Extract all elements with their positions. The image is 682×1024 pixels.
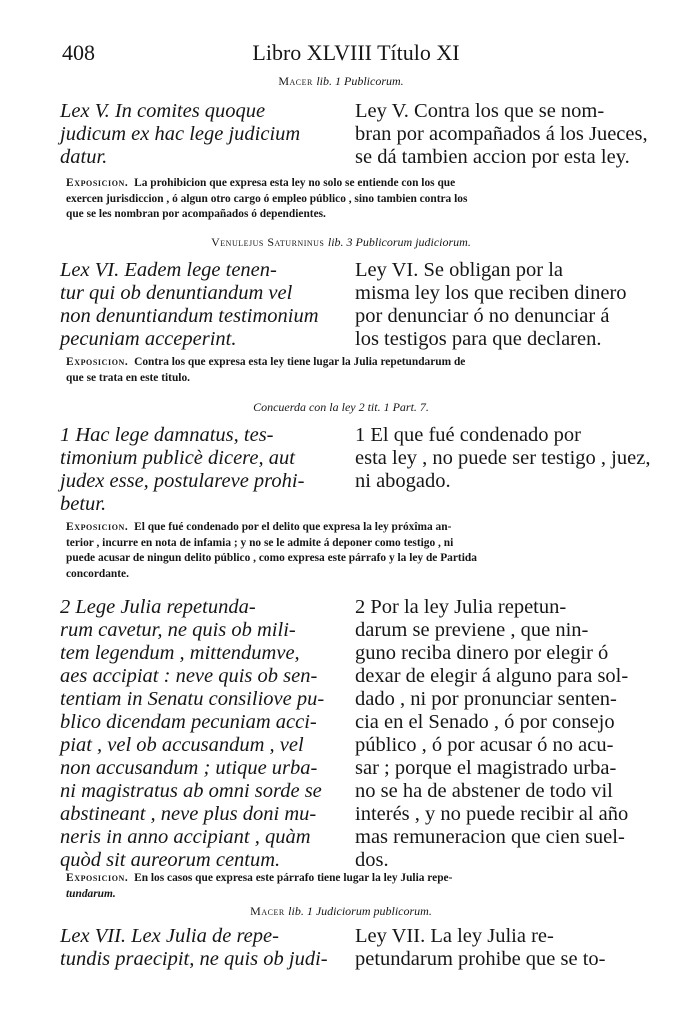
exposition-block (66, 176, 618, 223)
latin-column-lex7 (60, 925, 340, 971)
latin-line: tentiam in Senatu consiliove pu- (60, 688, 325, 710)
latin-line: 1 Hac lege damnatus, tes- (60, 424, 274, 446)
spanish-line: 2 Por la ley Julia repetun- (355, 596, 567, 618)
latin-line: neris in anno accipiant , quàm (60, 826, 311, 848)
exposition-line: Contra los que expresa esta ley tiene lugar la Julia repetundarum de (134, 356, 466, 368)
spanish-line: se dá tambien accion por esta ley. (355, 146, 630, 168)
exposition-label: Exposicion. (66, 521, 129, 533)
latin-line: tur qui ob denuntiandum vel (60, 282, 293, 304)
exposition-block (66, 871, 618, 902)
spanish-line: los testigos para que declaren. (355, 328, 602, 350)
spanish-column-lex7 (355, 925, 620, 971)
spanish-column-par2 (355, 596, 629, 872)
latin-line: rum cavetur, ne quis ob mili- (60, 619, 296, 641)
author-work: lib. 1 Judiciorum publicorum. (288, 904, 432, 918)
author-name: Venulejus Saturninus (211, 235, 325, 249)
exposition-line: puede acusar de ningun delito público , como expresa este párrafo y la ley de Partida (66, 552, 477, 564)
author-name: Macer (250, 904, 285, 918)
author-work: lib. 3 Publicorum judiciorum. (327, 235, 471, 249)
exposition-line: El que fué condenado por el delito que expresa la ley próxîma an- (134, 521, 452, 533)
spanish-line: petundarum prohibe que se to- (355, 948, 606, 970)
latin-line: Lex VII. Lex Julia de repe- (60, 925, 279, 947)
latin-line: datur. (60, 146, 108, 168)
spanish-line: misma ley los que reciben dinero (355, 282, 627, 304)
latin-line: non denuntiandum testimonium (60, 305, 319, 327)
latin-line: tem legendum , mittendumve, (60, 642, 300, 664)
latin-column-lex6 (60, 259, 340, 351)
exposition-line: que se les nombran por acompañados ó dependientes. (66, 208, 326, 220)
latin-line: abstineant , neve plus doni mu- (60, 803, 317, 825)
latin-line: non accusandum ; utique urba- (60, 757, 318, 779)
spanish-line: cia en el Senado , ó por consejo (355, 711, 615, 733)
latin-line: timonium publicè dicere, aut (60, 447, 295, 469)
exposition-line: tundarum. (66, 887, 116, 900)
exposition-line: terior , incurre en nota de infamia ; y no se le admite á deponer como testigo , ni (66, 536, 454, 549)
spanish-line: interés , y no puede recibir al año (355, 803, 629, 825)
spanish-line: darum se previene , que nin- (355, 619, 589, 641)
spanish-line: no se ha de abstener de todo vil (355, 780, 613, 802)
latin-line: betur. (60, 493, 107, 515)
spanish-line: bran por acompañados á los Jueces, (355, 123, 648, 145)
spanish-column-lex6 (355, 259, 627, 351)
exposition-label: Exposicion. (66, 356, 129, 368)
latin-line: Lex V. In comites quoque (60, 100, 266, 122)
spanish-line: 1 El que fué condenado por (355, 424, 581, 446)
author-heading (0, 904, 682, 919)
latin-line: Lex VI. Eadem lege tenen- (60, 259, 277, 281)
spanish-line: dado , ni por pronunciar senten- (355, 688, 617, 710)
latin-line: judicum ex hac lege judicium (60, 123, 301, 145)
spanish-line: guno reciba dinero por elegir ó (355, 642, 609, 664)
latin-line: quòd sit aureorum centum. (60, 849, 281, 871)
latin-line: blico dicendam pecuniam acci- (60, 711, 317, 733)
exposition-line: exercen jurisdiccion , ó algun otro cargo ó empleo público , sino tambien contra los (66, 192, 468, 205)
spanish-line: Ley V. Contra los que se nom- (355, 100, 605, 122)
exposition-line: concordante. (66, 567, 129, 580)
latin-line: judex esse, postulareve prohi- (60, 470, 305, 492)
concordance-note: Concuerda con la ley 2 tit. 1 Part. 7. (253, 400, 429, 414)
exposition-label: Exposicion. (66, 177, 129, 189)
spanish-line: Ley VII. La ley Julia re- (355, 925, 554, 947)
spanish-line: dexar de elegir á alguno para sol- (355, 665, 629, 687)
running-title: Libro XLVIII Título XI (252, 40, 460, 65)
latin-line: tundis praecipit, ne quis ob judi- (60, 948, 328, 970)
exposition-block (66, 520, 618, 582)
spanish-column-par1 (355, 424, 651, 493)
exposition-label: Exposicion. (66, 872, 129, 884)
latin-column-par2 (60, 596, 340, 872)
spanish-line: público , ó por acusar ó no acu- (355, 734, 614, 756)
latin-column-par1 (60, 424, 340, 516)
exposition-line: que se trata en este titulo. (66, 371, 191, 384)
author-heading (0, 235, 682, 250)
latin-line: 2 Lege Julia repetunda- (60, 596, 256, 618)
spanish-line: dos. (355, 849, 389, 871)
spanish-line: mas remuneracion que cien suel- (355, 826, 625, 848)
latin-line: pecuniam acceperint. (60, 328, 237, 350)
exposition-line: La prohibicion que expresa esta ley no solo se entiende con los que (134, 177, 456, 189)
spanish-line: sar ; porque el magistrado urba- (355, 757, 617, 779)
exposition-block (66, 355, 618, 386)
spanish-line: por denunciar ó no denunciar á (355, 305, 610, 327)
author-work: lib. 1 Publicorum. (316, 74, 404, 88)
page-number: 408 (62, 40, 95, 65)
spanish-line: Ley VI. Se obligan por la (355, 259, 563, 281)
spanish-column-lex5 (355, 100, 648, 169)
author-name: Macer (278, 74, 313, 88)
latin-line: aes accipiat : neve quis ob sen- (60, 665, 318, 687)
latin-line: ni magistratus ab omni sorde se (60, 780, 322, 802)
latin-column-lex5 (60, 100, 340, 169)
exposition-line: En los casos que expresa este párrafo tiene lugar la ley Julia repe- (134, 872, 453, 884)
spanish-line: ni abogado. (355, 470, 451, 492)
spanish-line: esta ley , no puede ser testigo , juez, (355, 447, 651, 469)
author-heading (0, 74, 682, 89)
latin-line: piat , vel ob accusandum , vel (60, 734, 304, 756)
